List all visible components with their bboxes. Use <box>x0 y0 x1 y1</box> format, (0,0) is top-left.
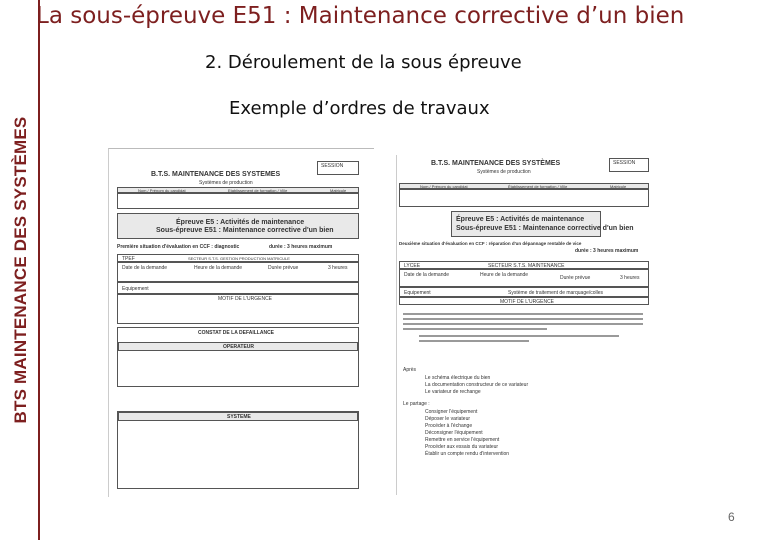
value-duree: 3 heures <box>620 275 640 281</box>
list-item: Établir un compte rendu d'intervention <box>425 451 510 457</box>
label-candidate: Nom / Prénom du candidat <box>420 184 468 189</box>
session-box <box>317 161 359 175</box>
constat-box <box>117 327 359 387</box>
page-title: La sous-épreuve E51 : Maintenance corrective d’un bien <box>36 3 685 29</box>
partage-label: Le partage : <box>403 401 430 407</box>
list-item: Le schéma électrique du bien <box>425 375 491 381</box>
motif-label: MOTIF DE L'URGENCE <box>218 296 273 302</box>
row-sector-value: SECTEUR S.T.S. GESTION PRODUCTION MATRICULE <box>188 256 290 261</box>
list-item: Remettre en service l'équipement <box>425 437 500 443</box>
session-label: SESSION <box>613 160 636 166</box>
label-candidate: Nom / Prénom du candidat <box>138 188 186 193</box>
row-sector <box>117 254 359 262</box>
list-item: Procéder aux essais du variateur <box>425 444 499 450</box>
label-equipment: Equipement <box>404 290 431 296</box>
page-number: 6 <box>728 510 735 524</box>
operateur-header <box>118 342 358 351</box>
systeme-label: SYSTEME <box>227 414 251 420</box>
list-item: Déposer le variateur <box>425 416 471 422</box>
systeme-header <box>118 412 358 421</box>
list-item: La documentation constructeur de ce variateur <box>425 382 529 388</box>
after-text-block <box>419 335 619 345</box>
row-dates <box>117 262 359 282</box>
duration-text: durée : 3 heures maximum <box>575 248 639 254</box>
value-duree: 3 heures <box>328 265 348 271</box>
motif-header <box>399 297 649 305</box>
doc-title: B.T.S. MAINTENANCE DES SYSTÈMES <box>431 160 561 167</box>
list-item: Procéder à l'échange <box>425 423 473 429</box>
epreuve-subtitle: Sous-épreuve E51 : Maintenance corrective d'un bien <box>456 225 634 232</box>
work-order-document-right <box>396 155 652 495</box>
candidate-fields-row <box>399 189 649 207</box>
label-school: Établissement de formation / Ville <box>508 184 568 189</box>
session-box <box>609 158 649 172</box>
situation-text: Deuxième situation d'évaluation en CCF : réparation d'un dépannage rentable de vice <box>399 241 582 246</box>
label-heure-demande: Heure de la demande <box>194 265 243 271</box>
duration-text: durée : 3 heures maximum <box>269 244 333 250</box>
apres-label: Après <box>403 367 417 373</box>
motif-label: MOTIF DE L'URGENCE <box>500 299 555 305</box>
sidebar-label: BTS MAINTENANCE DES SYSTÈMES <box>11 116 30 424</box>
epreuve-box <box>451 211 634 237</box>
row-dates <box>399 269 649 287</box>
subsection-heading: Exemple d’ordres de travaux <box>229 98 490 119</box>
list-item: Déconsigner l'équipement <box>425 430 483 436</box>
label-duree-prevue: Durée prévue <box>268 265 299 271</box>
situation-text: Première situation d'évaluation en CCF : diagnostic <box>117 244 240 250</box>
row-sector <box>399 261 649 269</box>
doc-title: B.T.S. MAINTENANCE DES SYSTEMES <box>151 171 281 178</box>
work-order-document-left <box>108 148 374 497</box>
section-heading: 2. Déroulement de la sous épreuve <box>205 52 522 73</box>
systeme-box <box>117 411 359 489</box>
candidate-fields-row <box>117 193 359 209</box>
label-matricule: Matricule <box>330 188 347 193</box>
doc-option: Systèmes de production <box>199 180 253 186</box>
label-school: Etablissement de formation / Ville <box>228 188 288 193</box>
list-item: Consigner l'équipement <box>425 409 478 415</box>
row-equipment <box>117 282 359 294</box>
epreuve-title: Épreuve E5 : Activités de maintenance <box>176 219 305 226</box>
row-sector-label: LYCEE <box>404 263 421 269</box>
sidebar <box>0 0 40 540</box>
epreuve-subtitle: Sous-épreuve E51 : Maintenance corrective d'un bien <box>156 227 334 234</box>
constat-label: CONSTAT DE LA DEFAILLANCE <box>198 330 275 336</box>
session-label: SESSION <box>321 163 344 169</box>
epreuve-title: Épreuve E5 : Activités de maintenance <box>456 216 585 223</box>
label-date-demande: Date de la demande <box>122 265 168 271</box>
epreuve-box <box>117 213 359 239</box>
instructions-text-block <box>403 313 643 333</box>
label-duree-prevue: Durée prévue <box>560 275 591 281</box>
list-item: Le variateur de rechange <box>425 389 481 395</box>
motif-box <box>117 294 359 324</box>
label-equipment: Equipement <box>122 286 149 292</box>
label-matricule: Matricule <box>610 184 627 189</box>
operateur-label: OPERATEUR <box>223 344 255 350</box>
value-equipment: Système de traitement de marquage/colles <box>508 290 604 296</box>
label-heure-demande: Heure de la demande <box>480 272 529 278</box>
row-sector-value: SECTEUR S.T.S. MAINTENANCE <box>488 263 565 269</box>
label-date-demande: Date de la demande <box>404 272 450 278</box>
doc-option: Systèmes de production <box>477 169 531 175</box>
row-sector-label: TPEF <box>122 256 135 262</box>
row-equipment <box>399 287 649 297</box>
